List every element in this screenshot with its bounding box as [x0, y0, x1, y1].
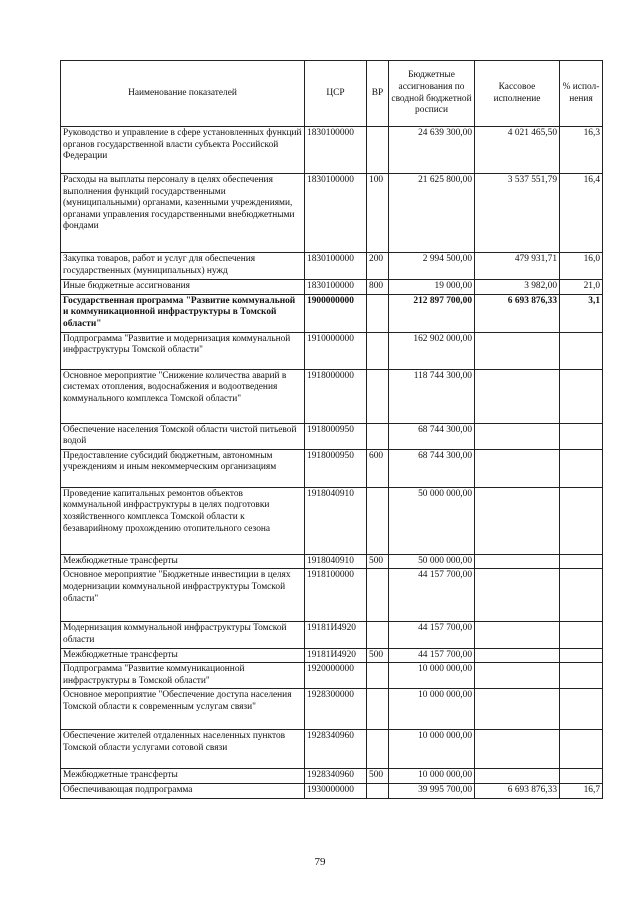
- table-body: [61, 127, 603, 799]
- cell-percent: [560, 554, 603, 569]
- cell-name: Иные бюджетные ассигнования: [61, 280, 305, 295]
- cell-name: Расходы на выплаты персоналу в целях обеспечения выполнения функций государственными (муниципальными) органами, казенными учреждениями, органами управления государственными внебюджетными фондами: [61, 174, 305, 253]
- cell-cash: [475, 689, 560, 730]
- cell-budget: 68 744 300,00: [389, 423, 475, 449]
- cell-name: Подпрограмма "Развитие коммуникационной инфраструктуры в Томской области": [61, 663, 305, 689]
- cell-cash: [475, 569, 560, 622]
- cell-percent: [560, 622, 603, 648]
- cell-cash: [475, 663, 560, 689]
- cell-csr: 1928300000: [305, 689, 367, 730]
- cell-budget: 44 157 700,00: [389, 648, 475, 663]
- cell-vr: [367, 294, 389, 332]
- cell-budget: 10 000 000,00: [389, 689, 475, 730]
- cell-percent: 16,0: [560, 253, 603, 280]
- table-header-row: [61, 61, 603, 127]
- cell-percent: 3,1: [560, 294, 603, 332]
- table-row: [61, 127, 603, 174]
- cell-cash: [475, 554, 560, 569]
- cell-cash: [475, 449, 560, 487]
- cell-cash: [475, 622, 560, 648]
- cell-percent: [560, 487, 603, 554]
- cell-name: Обеспечивающая подпрограмма: [61, 783, 305, 798]
- cell-vr: [367, 783, 389, 798]
- cell-cash: 3 537 551,79: [475, 174, 560, 253]
- header-vr: ВР: [367, 61, 389, 127]
- cell-name: Основное мероприятие "Бюджетные инвестиции в целях модернизации коммунальной инфраструктуры Томской области": [61, 569, 305, 622]
- cell-budget: 44 157 700,00: [389, 622, 475, 648]
- cell-budget: 24 639 300,00: [389, 127, 475, 174]
- cell-cash: 6 693 876,33: [475, 783, 560, 798]
- header-percent: % испол-нения: [560, 61, 603, 127]
- cell-name: Обеспечение населения Томской области чистой питьевой водой: [61, 423, 305, 449]
- cell-budget: 162 902 000,00: [389, 332, 475, 369]
- cell-budget: 118 744 300,00: [389, 369, 475, 423]
- table-row: [61, 369, 603, 423]
- cell-percent: [560, 730, 603, 769]
- table-row: [61, 730, 603, 769]
- cell-csr: 1830100000: [305, 280, 367, 295]
- header-name: Наименование показателей: [61, 61, 305, 127]
- cell-cash: [475, 487, 560, 554]
- cell-budget: 212 897 700,00: [389, 294, 475, 332]
- cell-percent: [560, 332, 603, 369]
- cell-budget: 2 994 500,00: [389, 253, 475, 280]
- cell-budget: 39 995 700,00: [389, 783, 475, 798]
- cell-vr: 200: [367, 253, 389, 280]
- cell-budget: 21 625 800,00: [389, 174, 475, 253]
- cell-name: Государственная программа "Развитие коммунальной и коммуникационной инфраструктуры в Томской области": [61, 294, 305, 332]
- cell-csr: 19181И4920: [305, 622, 367, 648]
- table-row: [61, 332, 603, 369]
- cell-cash: [475, 730, 560, 769]
- cell-vr: [367, 730, 389, 769]
- cell-budget: 10 000 000,00: [389, 730, 475, 769]
- cell-vr: 600: [367, 449, 389, 487]
- cell-vr: [367, 663, 389, 689]
- table-row: [61, 769, 603, 784]
- cell-name: Основное мероприятие "Обеспечение доступа населения Томской области к современным услугам связи": [61, 689, 305, 730]
- cell-csr: 1900000000: [305, 294, 367, 332]
- cell-percent: [560, 663, 603, 689]
- cell-cash: 4 021 465,50: [475, 127, 560, 174]
- table-row: [61, 648, 603, 663]
- page-number: 79: [314, 856, 326, 868]
- cell-cash: [475, 648, 560, 663]
- cell-budget: 50 000 000,00: [389, 554, 475, 569]
- cell-name: Руководство и управление в сфере установленных функций органов государственной власти субъекта Российской Федерации: [61, 127, 305, 174]
- cell-name: Основное мероприятие "Снижение количества аварий в системах отопления, водоснабжения и водоотведения коммунального комплекса Томской области": [61, 369, 305, 423]
- cell-vr: [367, 689, 389, 730]
- cell-cash: [475, 332, 560, 369]
- cell-name: Закупка товаров, работ и услуг для обеспечения государственных (муниципальных) нужд: [61, 253, 305, 280]
- cell-percent: 16,7: [560, 783, 603, 798]
- table-row: [61, 174, 603, 253]
- table-row: [61, 689, 603, 730]
- cell-percent: 16,3: [560, 127, 603, 174]
- cell-vr: 500: [367, 769, 389, 784]
- cell-percent: [560, 648, 603, 663]
- cell-budget: 50 000 000,00: [389, 487, 475, 554]
- cell-name: Предоставление субсидий бюджетным, автономным учреждениям и иным некоммерческим организациям: [61, 449, 305, 487]
- cell-budget: 10 000 000,00: [389, 769, 475, 784]
- cell-csr: 1930000000: [305, 783, 367, 798]
- cell-vr: [367, 369, 389, 423]
- cell-cash: 3 982,00: [475, 280, 560, 295]
- table-row: [61, 280, 603, 295]
- cell-budget: 68 744 300,00: [389, 449, 475, 487]
- cell-vr: 500: [367, 554, 389, 569]
- table-row: [61, 449, 603, 487]
- cell-vr: [367, 569, 389, 622]
- cell-csr: 1918000950: [305, 423, 367, 449]
- cell-csr: 19181И4920: [305, 648, 367, 663]
- cell-csr: 1918000950: [305, 449, 367, 487]
- cell-vr: 500: [367, 648, 389, 663]
- cell-vr: 800: [367, 280, 389, 295]
- cell-csr: 1920000000: [305, 663, 367, 689]
- table-row: [61, 569, 603, 622]
- cell-percent: [560, 369, 603, 423]
- header-budget: Бюджетные ассигнования по сводной бюджетной росписи: [389, 61, 475, 127]
- cell-percent: [560, 449, 603, 487]
- cell-csr: 1918100000: [305, 569, 367, 622]
- cell-csr: 1830100000: [305, 174, 367, 253]
- cell-name: Межбюджетные трансферты: [61, 554, 305, 569]
- cell-csr: 1928340960: [305, 730, 367, 769]
- cell-vr: 100: [367, 174, 389, 253]
- cell-vr: [367, 332, 389, 369]
- header-csr: ЦСР: [305, 61, 367, 127]
- cell-name: Модернизация коммунальной инфраструктуры Томской области: [61, 622, 305, 648]
- cell-vr: [367, 423, 389, 449]
- table-row: [61, 253, 603, 280]
- cell-name: Межбюджетные трансферты: [61, 648, 305, 663]
- cell-percent: 16,4: [560, 174, 603, 253]
- cell-percent: [560, 569, 603, 622]
- cell-name: Проведение капитальных ремонтов объектов коммунальной инфраструктуры в целях подготовки хозяйственного комплекса Томской области к безаварийному прохождению отопительного сезона: [61, 487, 305, 554]
- cell-cash: [475, 769, 560, 784]
- cell-budget: 44 157 700,00: [389, 569, 475, 622]
- cell-cash: [475, 423, 560, 449]
- cell-csr: 1928340960: [305, 769, 367, 784]
- cell-percent: 21,0: [560, 280, 603, 295]
- cell-name: Подпрограмма "Развитие и модернизация коммунальной инфраструктуры Томской области": [61, 332, 305, 369]
- cell-budget: 19 000,00: [389, 280, 475, 295]
- cell-cash: 6 693 876,33: [475, 294, 560, 332]
- cell-csr: 1918000000: [305, 369, 367, 423]
- cell-vr: [367, 127, 389, 174]
- cell-budget: 10 000 000,00: [389, 663, 475, 689]
- cell-percent: [560, 689, 603, 730]
- table-row: [61, 663, 603, 689]
- table-row: [61, 554, 603, 569]
- cell-percent: [560, 769, 603, 784]
- table-row: [61, 783, 603, 798]
- cell-csr: 1830100000: [305, 253, 367, 280]
- cell-csr: 1918040910: [305, 554, 367, 569]
- cell-csr: 1830100000: [305, 127, 367, 174]
- cell-csr: 1910000000: [305, 332, 367, 369]
- cell-vr: [367, 622, 389, 648]
- cell-csr: 1918040910: [305, 487, 367, 554]
- header-cash: Кассовое исполнение: [475, 61, 560, 127]
- table-row: [61, 622, 603, 648]
- table-row: [61, 487, 603, 554]
- table-row: [61, 423, 603, 449]
- budget-execution-table: [60, 60, 603, 799]
- cell-percent: [560, 423, 603, 449]
- cell-name: Межбюджетные трансферты: [61, 769, 305, 784]
- cell-cash: [475, 369, 560, 423]
- cell-vr: [367, 487, 389, 554]
- table-row: [61, 294, 603, 332]
- cell-name: Обеспечение жителей отдаленных населенных пунктов Томской области услугами сотовой связи: [61, 730, 305, 769]
- cell-cash: 479 931,71: [475, 253, 560, 280]
